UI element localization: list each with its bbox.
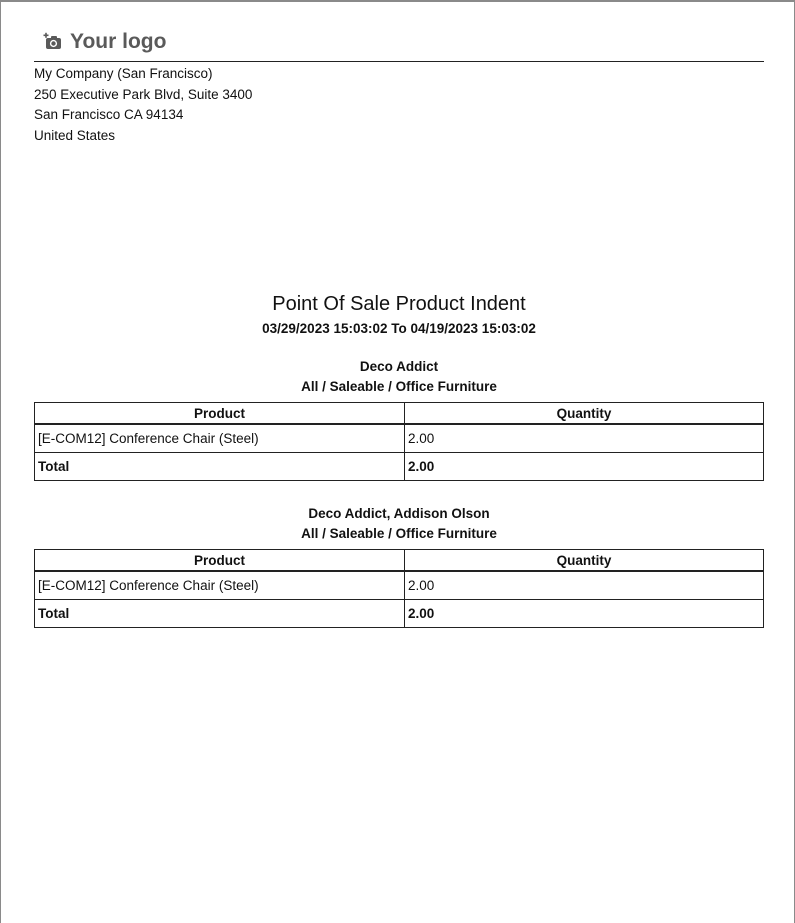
column-header-quantity: Quantity bbox=[405, 550, 764, 572]
total-label: Total bbox=[35, 600, 405, 628]
column-header-quantity: Quantity bbox=[405, 403, 764, 425]
company-name: My Company (San Francisco) bbox=[34, 66, 213, 81]
company-logo bbox=[34, 24, 764, 60]
cell-product: [E-COM12] Conference Chair (Steel) bbox=[35, 424, 405, 453]
total-quantity: 2.00 bbox=[405, 453, 764, 481]
table-row bbox=[35, 424, 764, 453]
camera-plus-icon bbox=[43, 32, 63, 52]
header-divider bbox=[34, 61, 764, 62]
total-row bbox=[35, 453, 764, 481]
group-category: All / Saleable / Office Furniture bbox=[301, 379, 497, 394]
product-table bbox=[34, 402, 764, 481]
table-header-row bbox=[35, 403, 764, 425]
total-label: Total bbox=[35, 453, 405, 481]
group-customer: Deco Addict, Addison Olson bbox=[308, 506, 490, 521]
group-customer: Deco Addict bbox=[359, 359, 439, 374]
report-title-block bbox=[34, 288, 764, 336]
report-header bbox=[34, 24, 764, 146]
group-category: All / Saleable / Office Furniture bbox=[301, 526, 497, 541]
logo-text: Your logo bbox=[70, 30, 167, 53]
table-row bbox=[35, 571, 764, 600]
cell-quantity: 2.00 bbox=[405, 571, 764, 600]
company-address bbox=[34, 64, 764, 146]
table-header-row bbox=[35, 550, 764, 572]
company-street: 250 Executive Park Blvd, Suite 3400 bbox=[34, 86, 253, 102]
total-quantity: 2.00 bbox=[405, 600, 764, 628]
company-city: San Francisco CA 94134 bbox=[34, 107, 184, 122]
customer-group bbox=[34, 357, 764, 481]
report-title: Point Of Sale Product Indent bbox=[272, 293, 526, 315]
cell-product: [E-COM12] Conference Chair (Steel) bbox=[35, 571, 405, 600]
report-date-range: 03/29/2023 15:03:02 To 04/19/2023 15:03:02 bbox=[262, 321, 536, 336]
column-header-product: Product bbox=[35, 550, 405, 572]
total-row bbox=[35, 600, 764, 628]
customer-group bbox=[34, 504, 764, 628]
product-table bbox=[34, 549, 764, 628]
cell-quantity: 2.00 bbox=[405, 424, 764, 453]
company-country: United States bbox=[34, 127, 116, 143]
column-header-product: Product bbox=[35, 403, 405, 425]
